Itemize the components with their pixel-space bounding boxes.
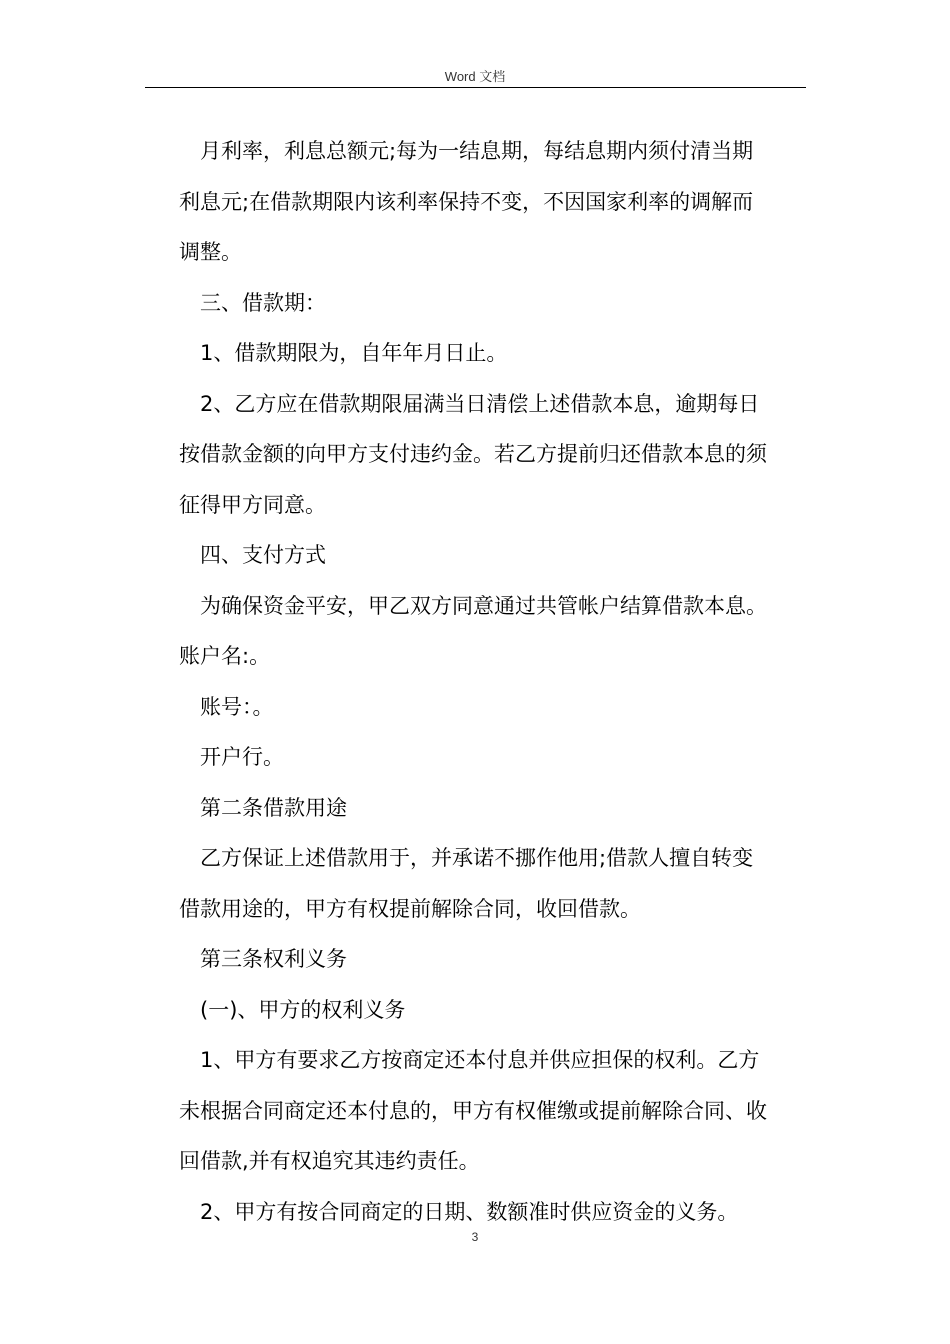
- body-line: 月利率，利息总额元;每为一结息期，每结息期内须付清当期: [200, 139, 754, 163]
- document-body: [179, 126, 809, 1237]
- document-header-title: Word 文档: [444, 69, 506, 84]
- body-line: 调整。: [179, 240, 242, 264]
- subsection-heading: (一)、甲方的权利义务: [200, 997, 406, 1022]
- body-line: 2、甲方有按合同商定的日期、数额准时供应资金的义务。: [200, 1199, 739, 1224]
- body-line: 按借款金额的向甲方支付违约金。若乙方提前归还借款本息的须: [179, 442, 767, 466]
- body-line: 乙方保证上述借款用于，并承诺不挪作他用;借款人擅自转变: [200, 846, 754, 870]
- header-divider: [145, 87, 806, 88]
- section-heading: 第二条借款用途: [200, 795, 347, 820]
- section-heading: 第三条权利义务: [200, 947, 347, 971]
- body-line: 1、甲方有要求乙方按商定还本付息并供应担保的权利。乙方: [200, 1048, 760, 1072]
- body-line: 开户行。: [200, 745, 284, 769]
- body-line: 利息元;在借款期限内该利率保持不变，不因国家利率的调解而: [179, 189, 754, 214]
- body-line: 征得甲方同意。: [179, 492, 326, 517]
- body-line: 账户名:。: [179, 644, 271, 668]
- body-line: 1、借款期限为，自年年月日止。: [200, 341, 508, 365]
- body-line: 回借款,并有权追究其违约责任。: [179, 1149, 480, 1173]
- section-heading: 四、支付方式: [200, 543, 326, 567]
- body-line: 2、乙方应在借款期限届满当日清偿上述借款本息，逾期每日: [200, 391, 760, 416]
- section-heading: 三、借款期：: [200, 290, 326, 315]
- body-line: 借款用途的，甲方有权提前解除合同，收回借款。: [179, 896, 641, 921]
- body-line: 为确保资金平安，甲乙双方同意通过共管帐户结算借款本息。: [200, 593, 767, 618]
- page-number: 3: [471, 1230, 479, 1244]
- body-line: 账号：。: [200, 694, 274, 719]
- body-line: 未根据合同商定还本付息的，甲方有权催缴或提前解除合同、收: [179, 1098, 767, 1123]
